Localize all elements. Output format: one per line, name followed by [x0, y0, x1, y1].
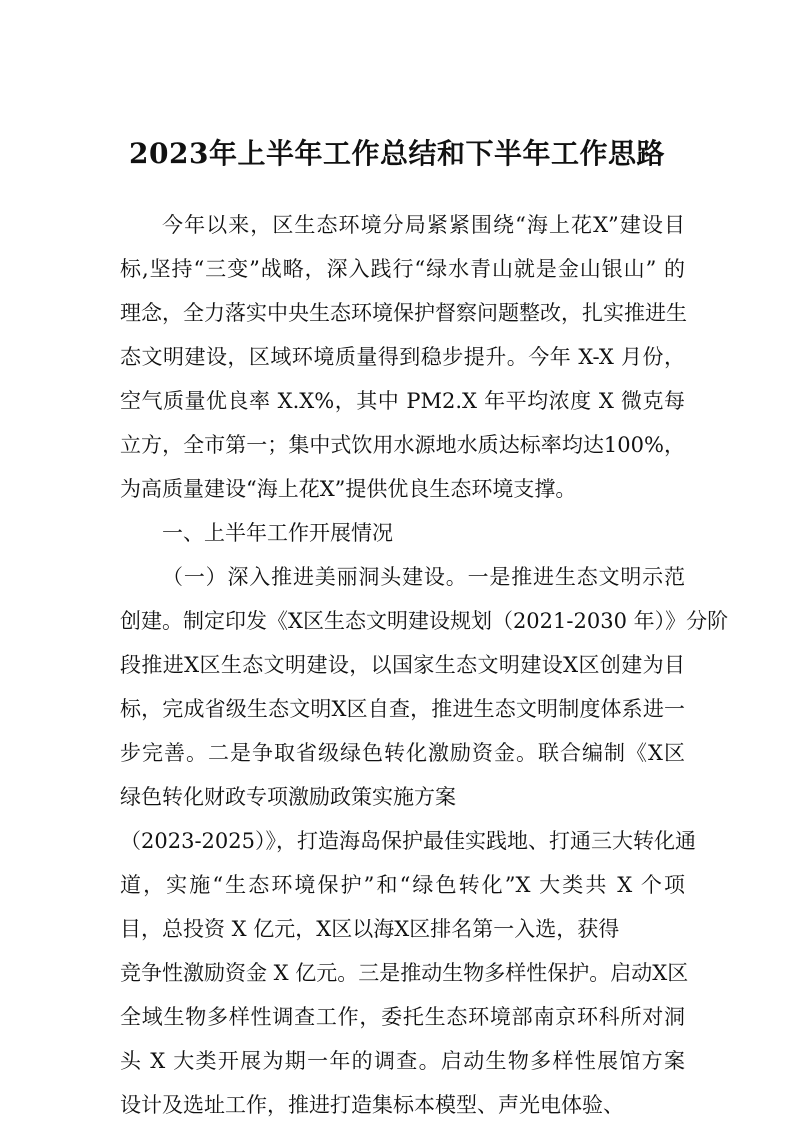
- paragraph-line: 空气质量优良率 X.X%，其中 PM2.X 年平均浓度 X 微克每: [120, 389, 685, 413]
- paragraph-line: 段推进X区生态文明建设，以国家生态文明建设X区创建为目: [120, 653, 685, 677]
- paragraph-line: 步完善。二是争取省级绿色转化激励资金。联合编制《X区: [120, 741, 685, 765]
- paragraph-line: 目，总投资 X 亿元，X区以海X区排名第一入选，获得: [120, 917, 620, 941]
- paragraph-line: 今年以来，区生态环境分局紧紧围绕“海上花X”建设目: [162, 213, 685, 237]
- paragraph-line: 理念，全力落实中央生态环境保护督察问题整改，扎实推进生: [120, 301, 687, 325]
- paragraph-line: 标，完成省级生态文明X区自查，推进生态文明制度体系进一: [120, 697, 685, 721]
- paragraph-line: 标,坚持“三变”战略，深入践行“绿水青山就是金山银山” 的: [120, 257, 685, 281]
- paragraph-line: 为高质量建设“海上花X”提供优良生态环境支撑。: [120, 477, 577, 501]
- paragraph-line: （2023-2025）》，打造海岛保护最佳实践地、打通三大转化通: [120, 829, 696, 853]
- paragraph-line: 道，实施“生态环境保护”和“绿色转化”X 大类共 X 个项: [120, 873, 685, 897]
- document-title: 2023年上半年工作总结和下半年工作思路: [129, 137, 665, 170]
- section-heading: 一、上半年工作开展情况: [162, 521, 393, 545]
- paragraph-line: 创建。制定印发《X区生态文明建设规划（2021-2030 年）》分阶: [120, 609, 729, 633]
- paragraph-line: 态文明建设，区域环境质量得到稳步提升。今年 X-X 月份，: [120, 345, 685, 369]
- paragraph-line: 设计及选址工作，推进打造集标本模型、声光电体验、: [120, 1093, 624, 1117]
- paragraph-line: 全域生物多样性调查工作，委托生态环境部南京环科所对洞: [120, 1005, 685, 1029]
- paragraph-line: 绿色转化财政专项激励政策实施方案: [120, 785, 456, 809]
- subsection-heading: （一）深入推进美丽洞头建设。一是推进生态文明示范: [162, 565, 685, 589]
- paragraph-line: 竞争性激励资金 X 亿元。三是推动生物多样性保护。启动X区: [120, 961, 689, 985]
- paragraph-line: 立方，全市第一；集中式饮用水源地水质达标率均达100%，: [120, 433, 685, 457]
- paragraph-line: 头 X 大类开展为期一年的调查。启动生物多样性展馆方案: [120, 1049, 685, 1073]
